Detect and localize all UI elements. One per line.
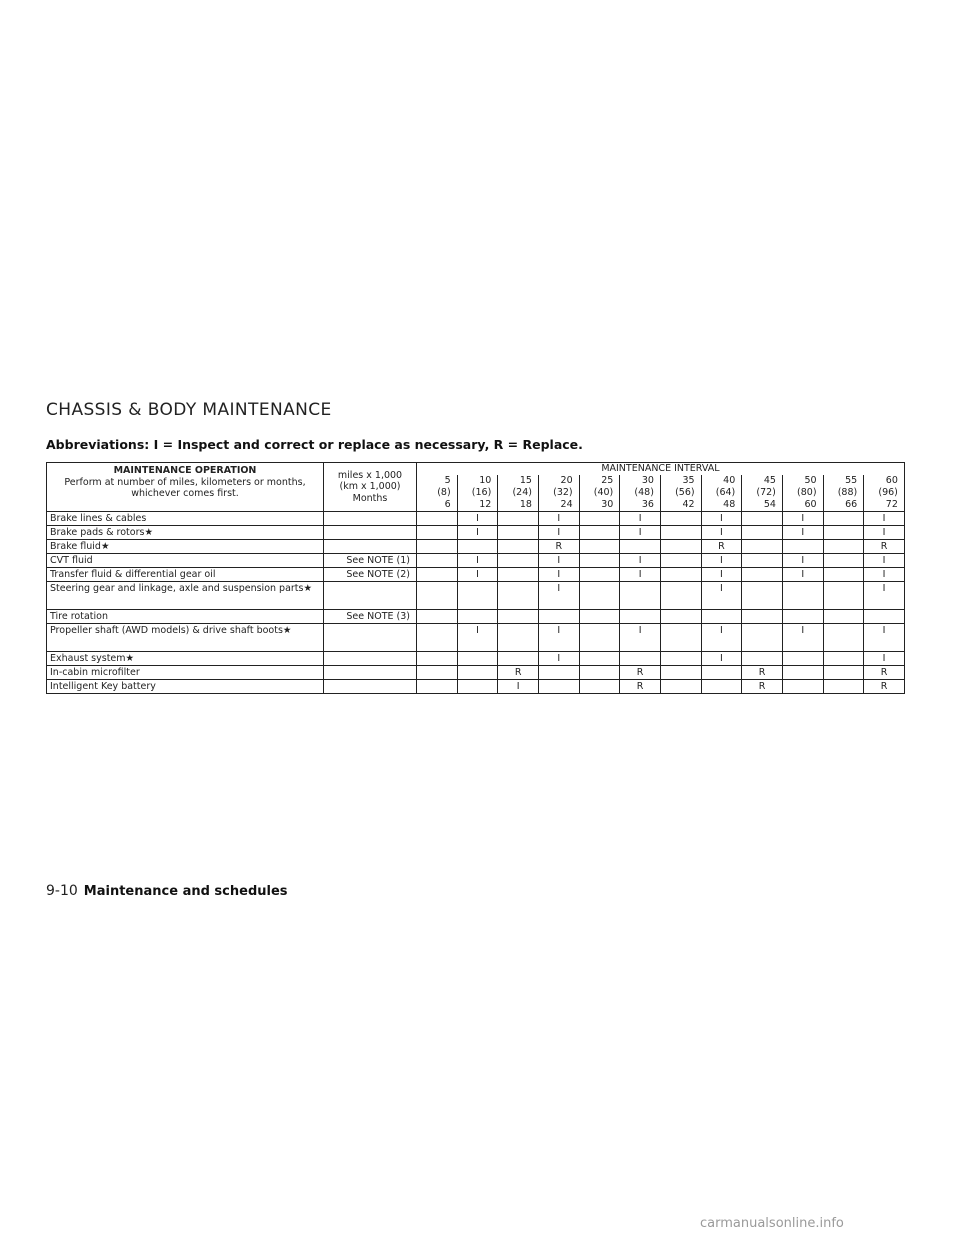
interval-value [782,540,823,554]
interval-miles: 55 [845,475,858,486]
operation-name: Transfer fluid & differential gear oil [47,568,324,582]
interval-value [579,666,620,680]
interval-km: (80) [797,487,817,498]
interval-value [417,666,458,680]
interval-column-header [498,475,539,512]
interval-value: R [620,666,661,680]
interval-value [417,610,458,624]
table-row [47,554,905,568]
interval-value [742,512,783,526]
interval-value [498,554,539,568]
interval-value: I [782,526,823,540]
interval-value [823,610,864,624]
interval-value: I [457,568,498,582]
interval-value [742,610,783,624]
interval-value [417,540,458,554]
interval-column-header [417,475,458,512]
interval-value [742,526,783,540]
interval-value [579,582,620,610]
interval-value [498,652,539,666]
interval-miles: 40 [723,475,736,486]
interval-value: I [538,554,579,568]
page-footer [46,880,288,899]
interval-value: I [538,624,579,652]
interval-value [417,512,458,526]
interval-months: 24 [560,499,573,510]
interval-value: I [782,568,823,582]
operation-name: In-cabin microfilter [47,666,324,680]
interval-km: (64) [715,487,736,498]
interval-miles: 30 [641,475,654,486]
interval-months: 48 [723,499,736,510]
operation-name: Intelligent Key battery [47,680,324,694]
interval-value: I [620,624,661,652]
interval-value [417,526,458,540]
interval-value: R [864,666,905,680]
interval-value [457,680,498,694]
interval-miles: 50 [804,475,817,486]
interval-value [457,652,498,666]
interval-column-header [864,475,905,512]
interval-value: I [701,526,742,540]
interval-column-header [701,475,742,512]
operation-name: CVT fluid [47,554,324,568]
interval-value [742,568,783,582]
interval-value [701,610,742,624]
operation-name: Brake fluid★ [47,540,324,554]
interval-km: (96) [878,487,898,498]
operation-name: Brake pads & rotors★ [47,526,324,540]
interval-value: I [864,652,905,666]
interval-value: I [457,512,498,526]
interval-value: R [864,680,905,694]
table-row [47,652,905,666]
interval-miles: 15 [519,475,532,486]
interval-value: I [498,680,539,694]
interval-value [498,610,539,624]
interval-value [417,652,458,666]
operation-name: Exhaust system★ [47,652,324,666]
table-row [47,540,905,554]
operation-header [47,463,324,512]
interval-value: I [620,526,661,540]
interval-value [660,512,701,526]
interval-value [498,624,539,652]
interval-value [457,610,498,624]
interval-value [579,540,620,554]
interval-value: I [782,624,823,652]
operation-note: See NOTE (2) [324,568,417,582]
interval-value: I [864,568,905,582]
interval-value: R [498,666,539,680]
interval-value [660,554,701,568]
interval-value [620,540,661,554]
interval-km: (8) [437,487,451,498]
operation-note [324,652,417,666]
interval-value: I [782,512,823,526]
interval-km: (32) [553,487,573,498]
interval-value: I [864,582,905,610]
watermark: carmanualsonline.info [700,1216,844,1231]
interval-value [701,680,742,694]
interval-value [579,512,620,526]
interval-months: 72 [885,499,898,510]
interval-months: 6 [444,499,451,510]
interval-value [660,624,701,652]
maintenance-schedule-table [46,462,905,694]
interval-value [457,666,498,680]
operation-note [324,582,417,610]
interval-value [742,652,783,666]
table-row [47,610,905,624]
units-miles: miles x 1,000 [337,469,403,481]
operation-name: Tire rotation [47,610,324,624]
page-number: 9-10 [46,883,78,899]
interval-value [498,568,539,582]
interval-value: I [538,582,579,610]
operation-name: Brake lines & cables [47,512,324,526]
interval-value [620,652,661,666]
interval-value [538,666,579,680]
interval-value [620,610,661,624]
table-row [47,666,905,680]
interval-value: R [538,540,579,554]
interval-value: I [864,554,905,568]
interval-value [579,554,620,568]
interval-value [579,568,620,582]
operation-note: See NOTE (3) [324,610,417,624]
interval-km: (72) [756,487,776,498]
interval-column-header [742,475,783,512]
interval-value: I [620,554,661,568]
units-months: Months [352,492,388,504]
interval-column-header [660,475,701,512]
interval-km: (24) [512,487,532,498]
interval-months: 60 [804,499,817,510]
interval-value: R [620,680,661,694]
interval-value: R [742,680,783,694]
interval-value: I [864,526,905,540]
interval-value [660,680,701,694]
interval-miles: 35 [682,475,695,486]
operation-note [324,666,417,680]
interval-value [823,554,864,568]
interval-value [782,582,823,610]
interval-value [782,680,823,694]
interval-value [498,512,539,526]
interval-value: I [782,554,823,568]
operation-name: Steering gear and linkage, axle and suspension parts★ [47,582,324,610]
interval-value [579,526,620,540]
interval-value: I [538,512,579,526]
interval-miles: 10 [479,475,492,486]
interval-value [742,540,783,554]
interval-value: R [864,540,905,554]
interval-value [417,582,458,610]
interval-value [579,610,620,624]
interval-value [823,680,864,694]
operation-note [324,624,417,652]
interval-months: 12 [479,499,492,510]
interval-miles: 45 [763,475,776,486]
operation-note [324,512,417,526]
interval-value [660,666,701,680]
table-row [47,624,905,652]
table-row [47,680,905,694]
interval-km: (56) [675,487,695,498]
interval-value [782,652,823,666]
operation-note [324,680,417,694]
interval-value [538,610,579,624]
interval-value [782,666,823,680]
interval-value [417,624,458,652]
interval-km: (16) [471,487,492,498]
interval-value [742,624,783,652]
interval-value [823,540,864,554]
interval-value [579,652,620,666]
table-row [47,582,905,610]
operation-note [324,526,417,540]
interval-value [417,680,458,694]
abbreviations-note: Abbreviations: I = Inspect and correct or replace as necessary, R = Replace. [46,437,583,452]
operation-header-subtitle: Perform at number of miles, kilometers or months, whichever comes first. [64,476,306,499]
interval-value [538,680,579,694]
operation-header-title: MAINTENANCE OPERATION [113,465,257,476]
interval-value: I [864,512,905,526]
interval-months: 18 [519,499,532,510]
interval-value: I [701,652,742,666]
interval-value: I [538,526,579,540]
interval-column-header [782,475,823,512]
interval-value [498,526,539,540]
operation-note: See NOTE (1) [324,554,417,568]
interval-miles: 25 [601,475,614,486]
interval-value: I [620,512,661,526]
interval-value [823,582,864,610]
interval-months: 66 [845,499,858,510]
interval-value: I [701,554,742,568]
interval-km: (48) [634,487,654,498]
table-row [47,512,905,526]
interval-value: I [457,624,498,652]
interval-value [660,610,701,624]
interval-column-header [538,475,579,512]
chapter-title: Maintenance and schedules [83,884,288,899]
interval-value [457,540,498,554]
interval-value [660,652,701,666]
interval-value: I [701,512,742,526]
interval-value [823,568,864,582]
interval-value [660,568,701,582]
interval-months: 54 [763,499,776,510]
interval-value [823,666,864,680]
interval-value [823,512,864,526]
table-row [47,526,905,540]
interval-value [660,582,701,610]
interval-value [823,526,864,540]
interval-value [498,582,539,610]
interval-value: I [701,582,742,610]
interval-value: I [457,554,498,568]
operation-note [324,540,417,554]
interval-value [742,582,783,610]
interval-value: I [538,652,579,666]
interval-value [660,540,701,554]
schedule-body [47,512,905,694]
interval-column-header [579,475,620,512]
interval-km: (40) [593,487,614,498]
table-row [47,568,905,582]
interval-months: 42 [682,499,695,510]
operation-name: Propeller shaft (AWD models) & drive shaft boots★ [47,624,324,652]
interval-value [417,568,458,582]
interval-value: I [701,624,742,652]
units-header [324,463,417,512]
interval-miles: 5 [444,475,451,486]
interval-value [498,540,539,554]
interval-months: 36 [641,499,654,510]
interval-value: R [742,666,783,680]
interval-value [579,680,620,694]
interval-value: R [701,540,742,554]
units-km: (km x 1,000) [339,481,401,493]
interval-value: I [620,568,661,582]
interval-value: I [864,624,905,652]
interval-value [417,554,458,568]
interval-value [620,582,661,610]
interval-column-header [823,475,864,512]
interval-value: I [701,568,742,582]
interval-value [823,624,864,652]
interval-value [579,624,620,652]
interval-header: MAINTENANCE INTERVAL [417,463,905,476]
interval-miles: 60 [885,475,898,486]
interval-km: (88) [837,487,858,498]
interval-value [701,666,742,680]
interval-miles: 20 [560,475,573,486]
interval-value [742,554,783,568]
section-title: CHASSIS & BODY MAINTENANCE [46,400,332,420]
interval-value [660,526,701,540]
interval-value: I [457,526,498,540]
interval-value [823,652,864,666]
interval-column-header [457,475,498,512]
interval-column-header [620,475,661,512]
interval-value [782,610,823,624]
interval-value: I [538,568,579,582]
interval-value [864,610,905,624]
interval-value [457,582,498,610]
interval-months: 30 [601,499,614,510]
